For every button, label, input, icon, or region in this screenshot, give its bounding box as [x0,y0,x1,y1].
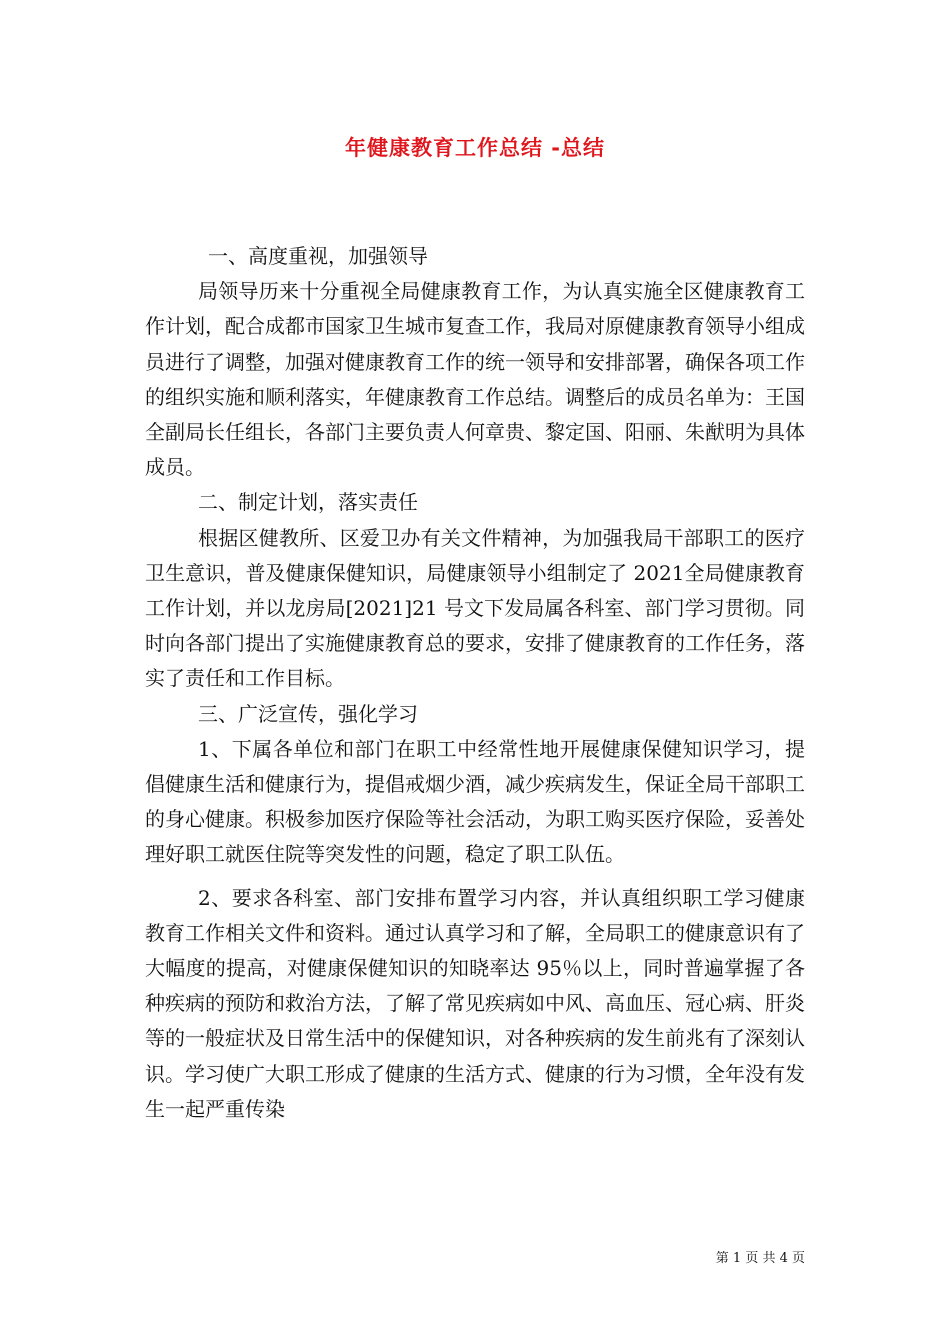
paragraph-3: 1、下属各单位和部门在职工中经常性地开展健康保健知识学习，提倡健康生活和健康行为，提倡戒烟少酒，减少疾病发生，保证全局干部职工的身心健康。积极参加医疗保险等社会活动，为职工购买医疗保险，妥善处理好职工就医住院等突发性的问题，稳定了职工队伍。 [145,736,805,867]
document-body [145,239,805,1127]
paragraph-2: 根据区健教所、区爱卫办有关文件精神，为加强我局干部职工的医疗卫生意识，普及健康保健知识，局健康领导小组制定了 2021全局健康教育工作计划，并以龙房局[2021]21 号文下发局属各科室、部门学习贯彻。同时向各部门提出了实施健康教育总的要求，安排了健康教育的工作任务，落实了责任和工作目标。 [145,525,805,691]
section-heading-1: 一、高度重视，加强领导 [208,244,428,268]
section-heading-2: 二、制定计划，落实责任 [198,490,418,515]
document-title: 年健康教育工作总结 -总结 [344,136,606,160]
paragraph-1: 局领导历来十分重视全局健康教育工作，为认真实施全区健康教育工作计划，配合成都市国家卫生城市复查工作，我局对原健康教育领导小组成员进行了调整，加强对健康教育工作的统一领导和安排部署，确保各项工作的组织实施和顺利落实，年健康教育工作总结。调整后的成员名单为：王国全副局长任组长，各部门主要负责人何章贵、黎定国、阳丽、朱猷明为具体成员。 [145,279,805,480]
section-heading-3: 三、广泛宣传，强化学习 [198,701,418,726]
page-number-footer: 第 1 页 共 4 页 [715,1251,805,1266]
paragraph-4: 2、要求各科室、部门安排布置学习内容，并认真组织职工学习健康教育工作相关文件和资料。通过认真学习和了解，全局职工的健康意识有了大幅度的提高，对健康保健知识的知晓率达 95％以上，同时普遍掌握了各种疾病的预防和救治方法，了解了常见疾病如中风、高血压、冠心病、肝炎等的一般症状及日常生活中的保健知识，对各种疾病的发生前兆有了深刻认识。学习使广大职工形成了健康的生活方式、健康的行为习惯，全年没有发生一起严重传染 [145,885,805,1121]
